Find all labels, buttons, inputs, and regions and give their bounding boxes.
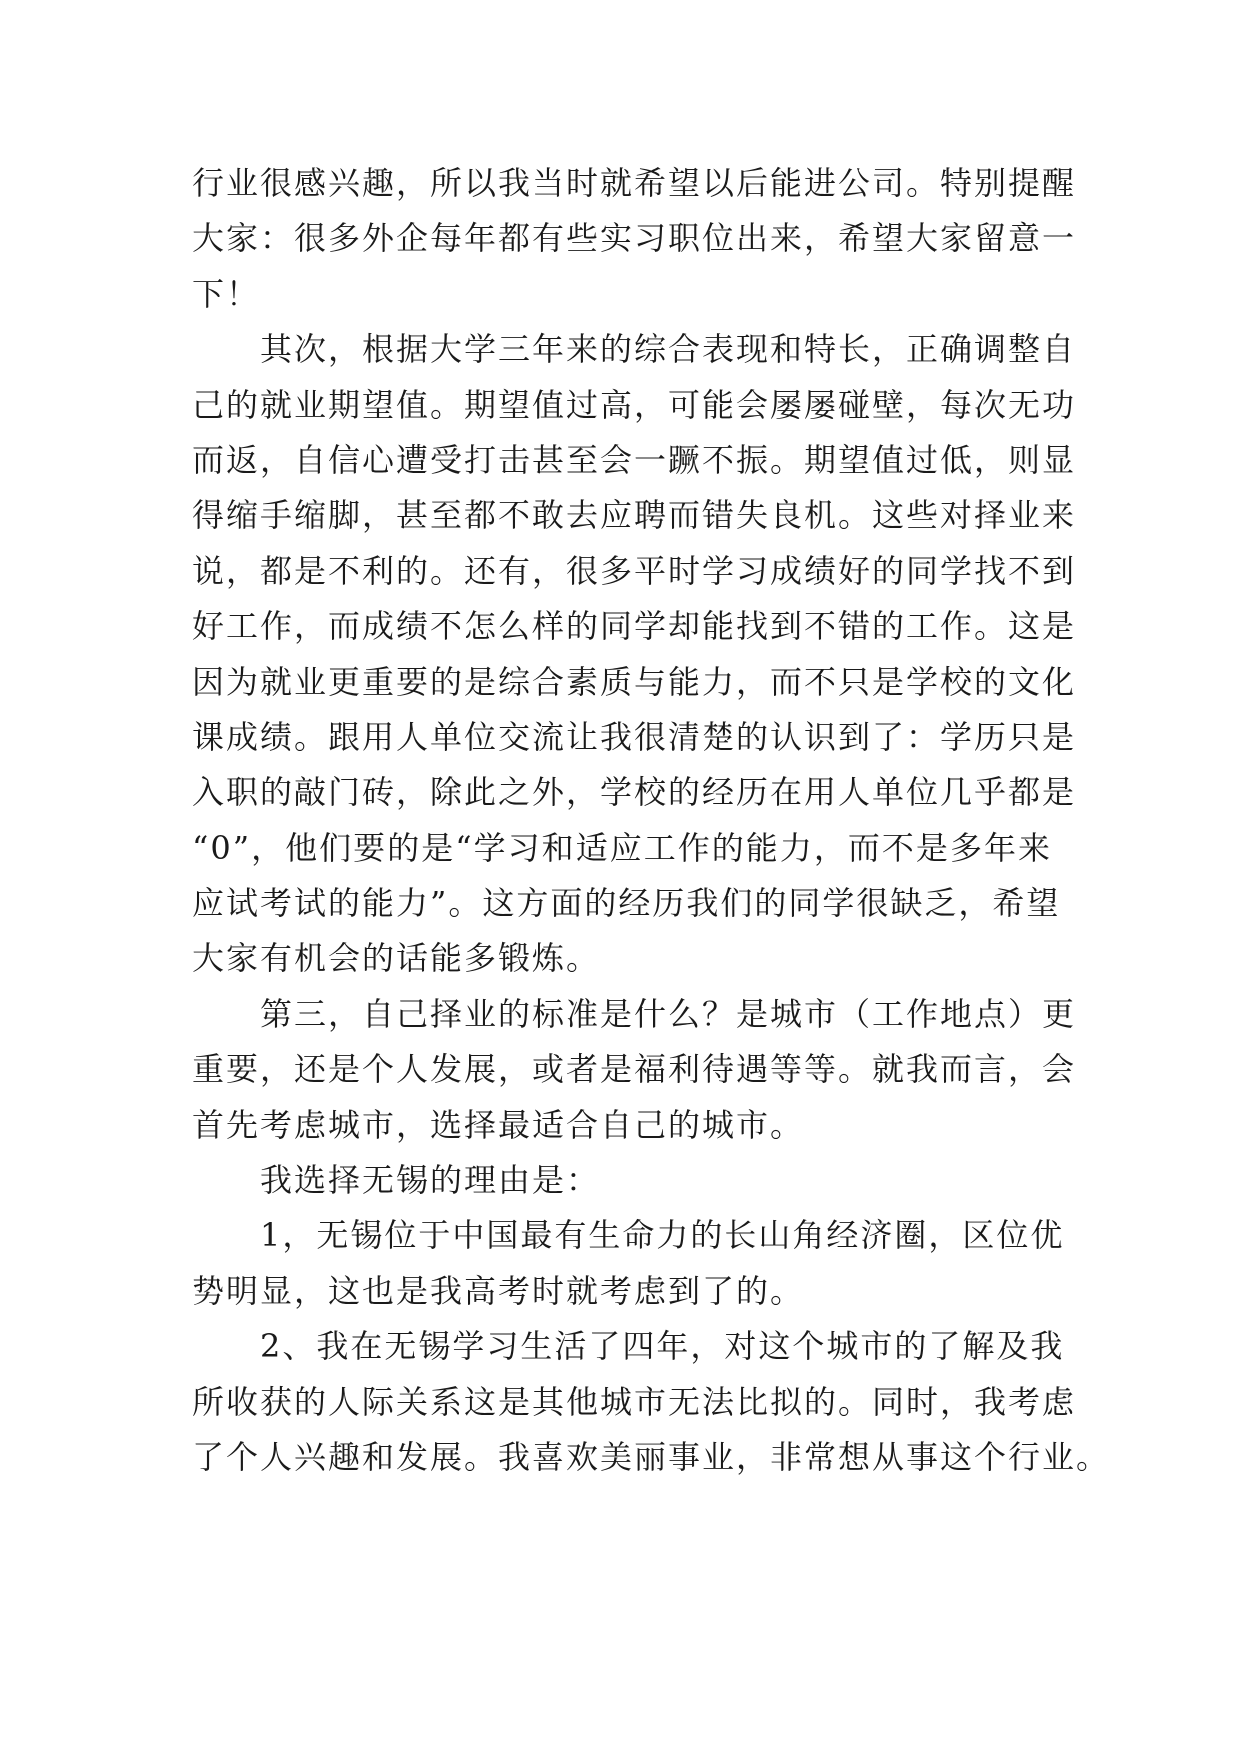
text-line: 好工作，而成绩不怎么样的同学却能找到不错的工作。这是: [192, 607, 1077, 646]
text-line: 入职的敲门砖，除此之外，学校的经历在用人单位几乎都是: [192, 773, 1077, 812]
text-line: 首先考虑城市，选择最适合自己的城市。: [192, 1105, 805, 1144]
paragraph-first-line: 第三，自己择业的标准是什么？是城市（工作地点）更: [260, 994, 1077, 1033]
paragraph-first-line: 其次，根据大学三年来的综合表现和特长，正确调整自: [260, 330, 1077, 369]
text-line: 因为就业更重要的是综合素质与能力，而不只是学校的文化: [192, 662, 1077, 701]
list-item-first-line: 1，无锡位于中国最有生命力的长山角经济圈，区位优: [260, 1216, 1065, 1255]
text-line: 行业很感兴趣，所以我当时就希望以后能进公司。特别提醒: [192, 164, 1077, 202]
text-line: 了个人兴趣和发展。我喜欢美丽事业，非常想从事这个行业。: [192, 1437, 1111, 1476]
text-line: “0”，他们要的是“学习和适应工作的能力，而不是多年来: [192, 828, 1052, 867]
text-line: 得缩手缩脚，甚至都不敢去应聘而错失良机。这些对择业来: [192, 496, 1077, 535]
list-item-first-line: 2、我在无锡学习生活了四年，对这个城市的了解及我: [260, 1327, 1065, 1366]
text-line: 大家有机会的话能多锻炼。: [192, 939, 601, 978]
body-text: [192, 156, 1111, 1485]
text-line: 应试考试的能力”。这方面的经历我们的同学很缺乏，希望: [192, 884, 1061, 923]
text-line: 大家：很多外企每年都有些实习职位出来，希望大家留意一: [192, 219, 1077, 258]
text-line: 己的就业期望值。期望值过高，可能会屡屡碰壁，每次无功: [192, 385, 1077, 424]
text-line: 说，都是不利的。还有，很多平时学习成绩好的同学找不到: [192, 551, 1077, 590]
paragraph-first-line: 我选择无锡的理由是：: [260, 1161, 601, 1200]
text-line: 而返，自信心遭受打击甚至会一蹶不振。期望值过低，则显: [192, 440, 1077, 479]
text-line: 课成绩。跟用人单位交流让我很清楚的认识到了：学历只是: [192, 717, 1077, 756]
text-line: 下！: [192, 274, 261, 313]
text-line: 势明显，这也是我高考时就考虑到了的。: [192, 1271, 805, 1310]
text-line: 重要，还是个人发展，或者是福利待遇等等。就我而言，会: [192, 1050, 1077, 1089]
text-line: 所收获的人际关系这是其他城市无法比拟的。同时，我考虑: [192, 1382, 1077, 1421]
